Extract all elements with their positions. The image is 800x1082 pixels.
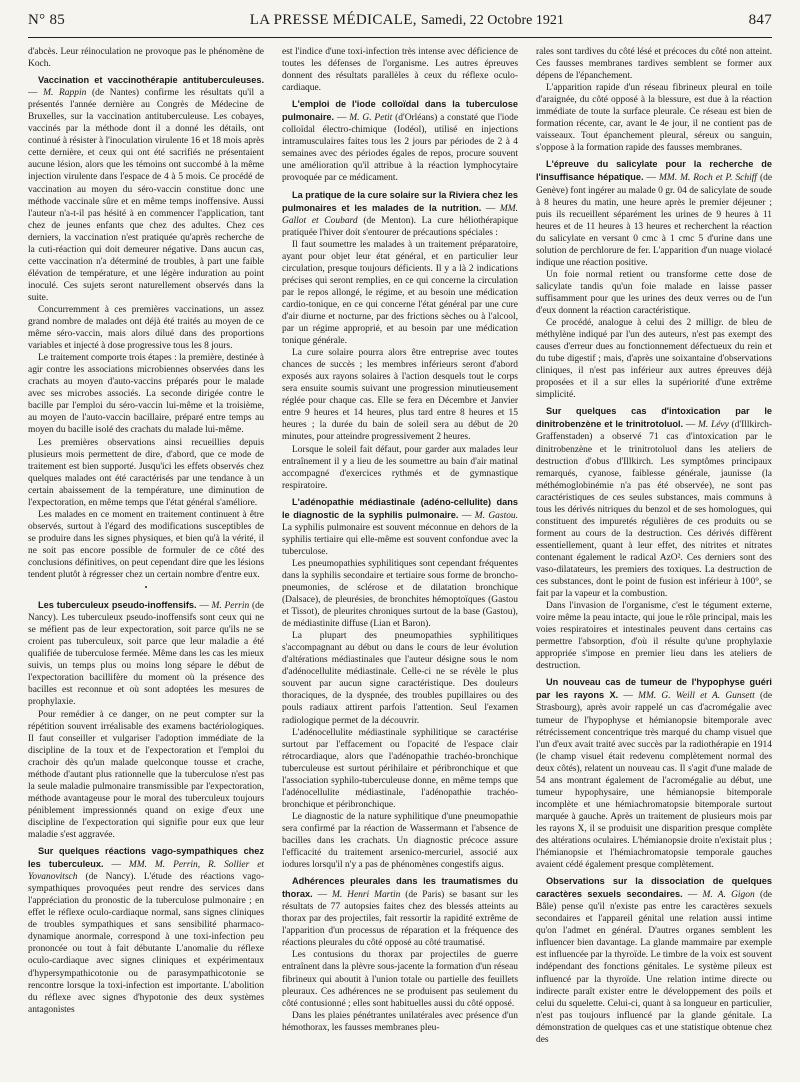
body-paragraph: L'apparition rapide d'un réseau fibrineux pleural en toile d'araignée, du côté opposé à la blessure, est due à la réaction immédiate de toute la surface pleurale. Ce réseau est bien de formation récente, car, avant le 4e jour, il ne contient pas de vaisseaux. Tout épanchement pleural, séreux ou sanguin, s'oppose à la formation rapide des fausses membranes. <box>536 83 772 154</box>
body-paragraph: Concurremment à ces premières vaccinations, un assez grand nombre de malades ont déjà été traités au moyen de ce même séro-vaccin, mais alors dilué dans des proportions variables et injecté à dose progressive tous les 8 jours. <box>28 304 264 352</box>
journal-title: LA PRESSE MÉDICALE <box>249 12 413 28</box>
body-paragraph: Les malades en ce moment en traitement continuent à être observés, surtout à l'égard des modifications susceptibles de se produire dans les signes physiques, et bien qu'à la vérité, il ne soit pas encore possible de formuler de ce côté des conclusions définitives, on peut cependant dire que les lésions tendent plutôt à régresser chez un certain nombre d'entre eux. <box>28 509 264 581</box>
article-paragraph: L'emploi de l'iode colloïdal dans la tuberculose pulmonaire. — M. G. Petit (d'Orléans) a constaté que l'iode colloïdal électro-chimique (Iodéol), utilisé en injections intramusculaires faites tous les 2 jours par périodes de 2 à 4 semaines avec des périodes égales de repos, procure souvent une amélioration qu'il attribue à la réaction lymphocytaire provoquée par ce médicament. <box>282 99 518 184</box>
body-paragraph: Un foie normal retient ou transforme cette dose de salicylate tandis qu'un foie malade en laisse passer suffisamment pour que les urines des deux verres ou de l'un d'eux donnent la réaction caractéristique. <box>536 269 772 316</box>
page-number: 847 <box>748 12 772 28</box>
article-heading: Adhérences pleurales dans les traumatismes du thorax. <box>282 876 518 900</box>
body-paragraph: Dans l'invasion de l'organisme, c'est le tégument externe, voire même la peau intacte, qui joue le rôle principal, mais les voies respiratoires et intestinales peuvent dans certains cas permettre l'absorption, d'où il résulte qu'une prophylaxie appropriée s'impose en premier lieu dans les ateliers de destruction. <box>536 601 772 672</box>
article-author: M. Lévy <box>698 420 729 431</box>
journal-header: LA PRESSE MÉDICALE, Samedi, 22 Octobre 1921 <box>249 12 564 28</box>
article-heading: L'adénopathie médiastinale (adéno-cellulite) dans le diagnostic de la syphilis pulmonaire. <box>282 496 518 520</box>
article-author: M. G. Petit <box>349 113 393 124</box>
article-author: MM. G. Weill et A. Gunsett <box>638 691 755 702</box>
article-paragraph: L'adénopathie médiastinale (adéno-cellulite) dans le diagnostic de la syphilis pulmonaire. — M. Gastou. La syphilis pulmonaire est souvent méconnue en dehors de la syphilis tertiaire qui elle-même est souvent confondue avec la tuberculose. <box>282 496 518 557</box>
body-paragraph: Les contusions du thorax par projectiles de guerre entraînent dans la plèvre sous-jacente la formation d'un réseau fibrineux qui aboutit à l'union totale ou partielle des feuillets pleuraux. Ces adhérences ne se produisent pas seulement du côté contusionné ; elles sont habituelles aussi du côté opposé. <box>282 950 518 1009</box>
body-paragraph: Lorsque le soleil fait défaut, pour garder aux malades leur entraînement il y a lieu de les soumettre au bain d'air matinal accompagné d'exercices rythmés et de gymnastique respiratoire. <box>282 444 518 491</box>
page-header <box>28 12 772 34</box>
article-body: (de Genève) font ingérer au malade 0 gr. 04 de salicylate de soude à 8 heures du matin, une heure après le premier déjeuner ; puis ils recueillent séparément les urines de 9 heures à 11 heures et de 11 heures à 13 heures et recherchent la réaction du salicylate en versant 0 cmc à 1 cmc 5 d'urine dans une solution de perchlorure de fer. L'apparition d'un nuage violacé indique une réaction positive. <box>536 173 772 268</box>
body-paragraph: Ce procédé, analogue à celui des 2 milligr. de bleu de méthylène indiqué par l'un des auteurs, n'est pas exempt des causes d'erreur dues au fonctionnement défectueux du rein et du tube digestif ; mais, d'après une soixantaine d'observations cliniques, il n'est pas inférieur aux autres épreuves déjà proposées et il a sur elles la supériorité d'une extrême simplicité. <box>536 318 772 401</box>
article-body: (de Bâle) pense qu'il n'existe pas entre les caractères sexuels secondaires et l'appareil génital une relation aussi intime qu'on l'admet en général. D'autres organes semblent les influencer bien davantage. La glande mammaire par exemple est influencée par la thyroïde. Le timbre de la voix est souvent indépendant des fonctions génitales. Le système pileux est influencé par la thyroïde. Une relation intime directe ou indirecte paraît exister entre le développement des poils et celui du squelette. Celui-ci, quant à sa longueur en particulier, n'est pas toujours influencé par la glande génitale. La démonstration de quelques cas et une statistique obtenue chez des <box>536 890 772 1045</box>
article-body: (d'Orléans) a constaté que l'iode colloïdal électro-chimique (Iodéol), utilisé en injections intramusculaires faites tous les 2 jours par périodes de 2 à 4 semaines avec des périodes égales de repos, procure souvent une amélioration qu'il attribue à la réaction lymphocytaire provoquée par ce médicament. <box>282 113 518 184</box>
article-body: (d'Illkirch-Graffenstaden) a observé 71 cas d'intoxication par le dinitrobenzène et le trinitrotoluol dans les ateliers de destruction d'obus d'Illkirch. Les symptômes principaux remarqués, cyanose, faiblesse générale, jaunisse (la méthémoglobinémie n'a pas été observée), ne sont pas caractéristiques de ces seules substances, mais communs à tous les dérivés nitriques du benzol et de ses homologues, qui constituent des impuretés régulières de ces produits ou se forment au cours de la destruction. Ces dérivés diffèrent essentiellement, quant à leur effet, des nitrites et nitrates contenant également le radical AzO². Ces derniers sont des vaso-dilatateurs, les premiers des toxiques. La destruction de ces substances, dont le point de fusion est inférieur à 100°, se fait par la vapeur et la combustion. <box>536 420 772 600</box>
article-body: (de Nantes) confirme les résultats qu'il a présentés l'année dernière au Congrès de Médecine de Bruxelles, sur la vaccination antituberculeuse. Les cobayes, vaccinés par la méthode dont il a donné les détails, ont continué à résister à l'inoculation virulente 16 et 18 mois après cette dernière, et ceux qui ont été sacrifiés ne présentaient aucune lésion, alors que les témoins ont succombé à la même injection virulente dans l'espace de 4 à 5 mois. Ce procédé de vaccination au moyen du séro-vaccin constitue donc une méthode vaccinale sûre et en même temps inoffensive. Aussi l'auteur n'a-t-il pas hésité à en commencer l'application, tant chez de jeunes enfants que chez des adultes. Chez ces derniers, la vaccination n'est pratiquée qu'après recherche de la cuti-réaction qui doit demeurer négative. Dans aucun cas, cette vaccination n'a déterminé de troubles, à part une faible élévation de température, et une légère induration au point inoculé. Ces sujets seront naturellement observés dans la suite. <box>28 88 264 303</box>
article-heading: Observations sur la dissociation de quelques caractères sexuels secondaires. <box>536 876 772 900</box>
article-heading: Les tuberculeux pseudo-inoffensifs. <box>38 600 197 611</box>
article-author: MM. Gallot et Coubard <box>282 203 518 226</box>
column-left <box>28 46 264 1074</box>
column-right <box>536 46 772 1074</box>
article-heading: Un nouveau cas de tumeur de l'hypophyse guéri par les rayons X. <box>536 677 772 701</box>
article-heading: Sur quelques réactions vago-sympathiques chez les tuberculeux. <box>28 846 264 870</box>
column-middle <box>282 46 518 1074</box>
body-paragraph: Les pneumopathies syphilitiques sont cependant fréquentes dans la syphilis secondaire et tertiaire sous forme de broncho-pneumonies, de sclérose et de dilatation bronchique (Dalsace), de pleurésies, de bronchites hémoptoïques (Gastou et Tissot), de pleurites chroniques surtout de la base (Gastou), de médiastinite diffuse (Lian et Baron). <box>282 558 518 630</box>
article-paragraph: Les tuberculeux pseudo-inoffensifs. — M. Perrin (de Nancy). Les tuberculeux pseudo-inoffensifs sont ceux qui ne se méfient pas de leur expectoration, soit parce qu'ils ne se croient pas tuberculeux, soit parce que leur maladie a été qualifiée de tuberculose fermée. Même dans les cas les mieux suivis, un temps plus ou moins long sépare le début de l'expectoration bacillifère du moment où la présence des bacilles est reconnue et où sont adoptées les mesures de prophylaxie. <box>28 600 264 708</box>
article-paragraph: Sur quelques cas d'intoxication par le dinitrobenzène et le trinitrotoluol. — M. Lévy (d'Illkirch-Graffenstaden) a observé 71 cas d'intoxication par le dinitrobenzène et le trinitrotoluol dans les ateliers de destruction d'obus d'Illkirch. Les symptômes principaux remarqués, cyanose, faiblesse générale, jaunisse (la méthémoglobinémie n'a pas été observée), ne sont pas caractéristiques de ces seules substances, mais communs à tous les dérivés nitriques du benzol et de ses homologues, qui constituent des impuretés régulières de ces produits ou se forment au cours de la destruction. Ces dérivés diffèrent essentiellement, quant à leur effet, des nitrites et nitrates contenant également le radical AzO². Ces derniers sont des vaso-dilatateurs, les premiers des toxiques. La destruction de ces substances, dont le point de fusion est inférieur à 100°, se fait par la vapeur et la combustion. <box>536 406 772 600</box>
article-heading: Vaccination et vaccinothérapie antituberculeuses. <box>38 75 264 86</box>
article-body: (de Strasbourg), après avoir rappelé un cas d'acromégalie avec tumeur de l'hypophyse et hémianopsie bitemporale avec rétrécissement concentrique très marqué du champ visuel que l'un d'eux avait traité avec succès par la radiothérapie en 1914 (le champ visuel était redevenu complètement normal des deux côtés), relatent un nouveau cas. Il s'agit d'une malade de 54 ans montrant également de l'acromégalie au début, une tumeur hypophysaire, une hémianopsie bitemporale incomplète et une hémiachromatopsie bitemporale surtout marquée à gauche. Après un traitement de plusieurs mois par les rayons X, il se produisit une disparition presque complète des altérations oculaires. L'hémianopsie droite n'existait plus ; l'hémianopsie et l'hémiachromatopsie temporale gauches avaient cédé également presque complètement. <box>536 691 772 871</box>
article-author: MM. M. Roch et P. Schiff <box>658 173 757 184</box>
body-paragraph: La cure solaire pourra alors être entreprise avec toutes chances de succès ; les membres inférieurs seront d'abord exposés aux rayons solaires à l'action desquels tout le corps sera ensuite soumis suivant une progression minutieusement réglée pour chaque cas. Elle se fera en Décembre et Janvier entre 9 heures et 14 heures, plus tard entre 8 heures et 15 heures ; la durée du bain de soleil sera au début de 20 minutes, pour atteindre progressivement 2 heures. <box>282 348 518 443</box>
body-paragraph: Les premières observations ainsi recueillies depuis plusieurs mois permettent de dire, d'abord, que ce mode de traitement est bien supporté. Jusqu'ici les effets observés chez quelques malades ont été caractérisés par une tendance à un certain abaissement de la température, une diminution de l'expectoration, en même temps que l'état général s'améliore. <box>28 437 264 508</box>
body-paragraph: Il faut soumettre les malades à un traitement préparatoire, ayant pour objet leur état général, et en particulier leur circulation, presque toujours déficients. Il y a là 2 indications précises qui seront remplies, en ce qui concerne la circulation par le repos allongé, le régime, et au besoin une médication cardio-tonique, en ce qui concerne l'état général par une cure d'air diurne et nocturne, par des frictions sèches ou à l'alcool, par un régime approprié, et au besoin par une médication tonique générale. <box>282 239 518 347</box>
article-body: (de Nancy). L'étude des réactions vago-sympathiques provoquées peut rendre des services dans l'appréciation du pronostic de la tuberculose pulmonaire ; en effet le réflexe oculo-cardiaque normal, sans signes cliniques de troubles sympathiques et sans sensibilité pharmaco-dynamique anormale, correspond à une toxi-infection peu prononcée ou tout à fait débutante L'anomalie du réflexe oculo-cardiaque avec signes cliniques et expérimentaux d'hypersympathicotonie ou de parasympathicotonie se rencontre lorsque la toxi-infection est importante. L'abolition du réflexe avec signes d'hypotonie des deux systèmes antagonistes <box>28 872 264 1015</box>
body-paragraph: Le diagnostic de la nature syphilitique d'une pneumopathie sera confirmé par la réaction de Wassermann et l'absence de bacilles dans les crachats. Un diagnostic précoce assure l'efficacité du traitement arsenico-mercuriel, associé aux iodures lorsqu'il n'y a pas de phénomènes congestifs aigus. <box>282 811 518 871</box>
body-paragraph: d'abcès. Leur réinoculation ne provoque pas le phénomène de Koch. <box>28 47 264 70</box>
issue-date: Samedi, 22 Octobre 1921 <box>420 13 564 28</box>
article-author: M. Henri Martin <box>331 890 401 901</box>
body-paragraph: Dans les plaies pénétrantes unilatérales avec présence d'un hémothorax, les fausses membranes pleu- <box>282 1010 518 1033</box>
article-heading: L'épreuve du salicylate pour la recherche de l'insuffisance hépatique. <box>536 159 772 183</box>
article-heading: Sur quelques cas d'intoxication par le dinitrobenzène et le trinitrotoluol. <box>536 406 772 430</box>
article-paragraph: Sur quelques réactions vago-sympathiques chez les tuberculeux. — MM. M. Perrin, R. Sollier et Yovanovitsch (de Nancy). L'étude des réactions vago-sympathiques provoquées peut rendre des services dans l'appréciation du pronostic de la tuberculose pulmonaire ; en effet le réflexe oculo-cardiaque normal, sans signes cliniques de troubles sympathiques et sans sensibilité pharmaco-dynamique anormale, correspond à une toxi-infection peu prononcée ou tout à fait débutante L'anomalie du réflexe oculo-cardiaque avec signes cliniques et expérimentaux d'hypersympathicotonie ou de parasympathicotonie se rencontre lorsque la toxi-infection est importante. L'abolition du réflexe avec signes d'hypotonie des deux systèmes antagonistes <box>28 846 264 1015</box>
article-paragraph: Vaccination et vaccinothérapie antituberculeuses. — M. Rappin (de Nantes) confirme les résultats qu'il a présentés l'année dernière au Congrès de Médecine de Bruxelles, sur la vaccination antituberculeuse. Les cobayes, vaccinés par la méthode dont il a donné les détails, ont continué à résister à l'inoculation virulente 16 et 18 mois après cette dernière, et ceux qui ont été sacrifiés ne présentaient aucune lésion, alors que les témoins ont succombé à la même injection virulente dans l'espace de 4 à 5 mois. Ce procédé de vaccination au moyen du séro-vaccin constitue donc une méthode vaccinale sûre et en même temps inoffensive. Aussi l'auteur n'a-t-il pas hésité à en commencer l'application, tant chez de jeunes enfants que chez des adultes. Chez ces derniers, la vaccination n'est pratiquée qu'après recherche de la cuti-réaction qui doit demeurer négative. Dans aucun cas, cette vaccination n'a déterminé de troubles, à part une faible élévation de température, et une légère induration au point inoculé. Ces sujets seront naturellement observés dans la suite. <box>28 75 264 303</box>
article-heading: L'emploi de l'iode colloïdal dans la tuberculose pulmonaire. <box>282 99 518 123</box>
article-heading: La pratique de la cure solaire sur la Riviera chez les pulmonaires et les malades de la nutrition. <box>282 189 518 213</box>
body-paragraph: Le traitement comporte trois étapes : la première, destinée à agir contre les associations microbiennes observées dans les crachats au moyen d'auto-vaccins préparés pour le malade avec ses microbes associés. La seconde dirigée contre le bacille par l'emploi du séro-vaccin lui-même et la troisième, au moyen de l'auto-vaccin bacillaire, préparé entre temps au moyen du bacille isolé des crachats du malade lui-même. <box>28 353 264 436</box>
body-paragraph: La plupart des pneumopathies syphilitiques s'accompagnant au début ou dans le cours de leur évolution d'altérations médiastinales que l'auteur désigne sous le nom d'adénocellulite médiastinale. Celle-ci ne se révèle le plus souvent par aucun signe caractéristique. Des douleurs thoraciques, de la dyspnée, des troubles pupillaires ou des pouls radiaux attirent parfois l'attention. Seul l'examen radiologique permet de la découvrir. <box>282 631 518 726</box>
article-author: MM. M. Perrin, R. Sollier et Yovanovitsch <box>28 860 264 883</box>
body-paragraph: est l'indice d'une toxi-infection très intense avec déficience de toutes les défenses de l'organisme. Les autres épreuves donnent des résultats parallèles à ceux du réflexe oculo-cardiaque. <box>282 47 518 94</box>
article-paragraph: La pratique de la cure solaire sur la Riviera chez les pulmonaires et les malades de la nutrition. — MM. Gallot et Coubard (de Menton). La cure héliothérapique pratiquée l'hiver doit s'entourer de précautions spéciales : <box>282 189 518 238</box>
article-author: M. Gastou. <box>474 510 518 521</box>
article-paragraph: L'épreuve du salicylate pour la recherche de l'insuffisance hépatique. — MM. M. Roch et P. Schiff (de Genève) font ingérer au malade 0 gr. 04 de salicylate de soude à 8 heures du matin, une heure après le premier déjeuner ; puis ils recueillent séparément les urines de 9 heures à 11 heures et de 11 heures à 13 heures et recherchent la réaction du salicylate en versant 0 cmc à 1 cmc 5 d'urine dans une solution de perchlorure de fer. L'apparition d'un nuage violacé indique une réaction positive. <box>536 159 772 268</box>
body-paragraph: Pour remédier à ce danger, on ne peut compter sur la répétition souvent irréalisable des examens bactériologiques. Il faut conseiller et vulgariser l'adoption immédiate de la discipline de la toux et de l'expectoration et l'emploi du crachoir dès qu'un malade quelconque tousse et crache, méthode d'autant plus rationnelle que la tuberculose n'est pas la seule maladie pulmonaire transmissible par l'expectoration, méthode avantageuse pour le moral des tuberculeux toujours péniblement impressionnés quand on exige d'eux une discipline de l'expectoration qui signifie pour eux que leur maladie s'est aggravée. <box>28 709 264 840</box>
article-body: (de Menton). La cure héliothérapique pratiquée l'hiver doit s'entourer de précautions spéciales : <box>282 215 518 238</box>
article-author: M. Perrin <box>211 601 250 612</box>
issue-number: N° 85 <box>28 12 66 28</box>
article-paragraph: Adhérences pleurales dans les traumatismes du thorax. — M. Henri Martin (de Paris) se basant sur les résultats de 77 autopsies faites chez des blessés atteints au thorax par des projectiles, fait ressortir la rapidité extrême de l'apparition d'un processus de réparation et la fréquence des réactions pleurales du côté opposé au côté traumatisé. <box>282 876 518 949</box>
article-body: (de Paris) se basant sur les résultats de 77 autopsies faites chez des blessés atteints au thorax par des projectiles, fait ressortir la rapidité extrême de l'apparition d'un processus de réparation et la fréquence des réactions pleurales du côté opposé au côté traumatisé. <box>282 890 518 949</box>
separator-mark: • <box>144 583 148 593</box>
article-body: (de Nancy). Les tuberculeux pseudo-inoffensifs sont ceux qui ne se méfient pas de leur expectoration, soit parce qu'ils ne se croient pas tuberculeux, soit parce que leur maladie a été qualifiée de tuberculose fermée. Même dans les cas les mieux suivis, un temps plus ou moins long sépare le début de l'expectoration bacillifère du moment où la présence des bacilles est reconnue et où sont adoptées les mesures de prophylaxie. <box>28 601 264 708</box>
body-paragraph: rales sont tardives du côté lésé et précoces du côté non atteint. Ces fausses membranes tardives semblent se former aux dépens de l'épanchement. <box>536 47 772 82</box>
article-paragraph: Un nouveau cas de tumeur de l'hypophyse guéri par les rayons X. — MM. G. Weill et A. Gunsett (de Strasbourg), après avoir rappelé un cas d'acromégalie avec tumeur de l'hypophyse et hémianopsie bitemporale avec rétrécissement concentrique très marqué du champ visuel que l'un d'eux avait traité avec succès par la radiothérapie en 1914 (le champ visuel était redevenu complètement normal des deux côtés), relatent un nouveau cas. Il s'agit d'une malade de 54 ans montrant également de l'acromégalie au début, une tumeur hypophysaire, une hémianopsie bitemporale incomplète et une hémiachromatopsie bitemporale surtout marquée à gauche. Après un traitement de plusieurs mois par les rayons X, il se produisit une disparition presque complète des altérations oculaires. L'hémianopsie droite n'existait plus ; l'hémianopsie et l'hémiachromatopsie temporale gauches avaient cédé également presque complètement. <box>536 677 772 871</box>
article-author: M. A. Gigon <box>702 890 755 901</box>
article-paragraph: Observations sur la dissociation de quelques caractères sexuels secondaires. — M. A. Gigon (de Bâle) pense qu'il n'existe pas entre les caractères sexuels secondaires et l'appareil génital une relation aussi intime qu'on l'admet en général. D'autres organes semblent les influencer bien davantage. La glande mammaire par exemple est influencée par la thyroïde. Le timbre de la voix est souvent indépendant des fonctions génitales. Le système pileux est influencé par la thyroïde. Une relation intime directe ou indirecte paraît exister entre le développement des poils et celui du squelette. Celui-ci, quant à sa longueur en particulier, n'est pas toujours influencé par la glande génitale. La démonstration de quelques cas et une statistique obtenue chez des <box>536 876 772 1045</box>
body-paragraph: L'adénocellulite médiastinale syphilitique se caractérise surtout par l'effacement ou l'opacité de l'espace clair rétrocardiaque, alors que l'adénopathie trachéo-bronchique tuberculeuse est surtout périhilaire et péribronchique et que l'association syphilo-tuberculeuse donne, en même temps que l'adénocellulite médiastinale, l'adénopathie trachéo-bronchique et péribronchique. <box>282 727 518 810</box>
article-author: M. Rappin <box>43 88 87 99</box>
article-body: La syphilis pulmonaire est souvent méconnue en dehors de la syphilis tertiaire qui elle-même est souvent confondue avec la tuberculose. <box>282 522 518 557</box>
header-rule <box>28 37 772 38</box>
